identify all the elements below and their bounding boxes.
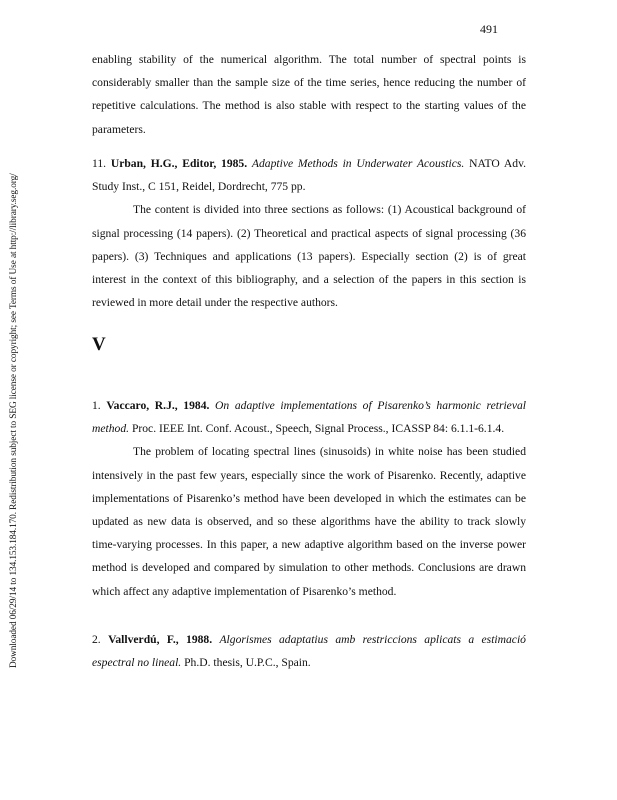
reference-citation: [92, 628, 526, 674]
section-heading: V: [92, 334, 106, 355]
reference-entry-11: [92, 152, 526, 314]
reference-abstract: The problem of locating spectral lines (sinusoids) in white noise has been studied intensively in the past few years, especially since the work of Pisarenko. Recently, adaptive implementations of Pisarenko’s method have been developed in which the estimates can be updated as new data is observed, and so these algorithms have the ability to track slowly time-varying processes. In this paper, a new adaptive algorithm based on the inverse power method is developed and compared by simulation to other methods. Conclusions are drawn which affect any adaptive implementation of Pisarenko’s method.: [92, 445, 526, 598]
reference-number: 11.: [92, 157, 107, 170]
reference-entry-1: [92, 394, 526, 603]
reference-citation: [92, 394, 526, 440]
reference-source: Ph.D. thesis, U.P.C., Spain.: [184, 656, 311, 670]
reference-author: Vallverdú, F., 1988.: [108, 633, 213, 646]
reference-number: 1.: [92, 399, 101, 412]
reference-author: Vaccaro, R.J., 1984.: [106, 399, 210, 412]
reference-citation: [92, 152, 526, 198]
intro-text: enabling stability of the numerical algorithm. The total number of spectral points is considerably smaller than the sample size of the time series, hence reducing the number of repetitive calculations. The method is also stable with respect to the starting values of the parameters.: [92, 53, 526, 136]
reference-source: Proc. IEEE Int. Conf. Acoust., Speech, Signal Process., ICASSP 84: 6.1.1-6.1.4.: [131, 422, 505, 436]
reference-source: NATO Adv. Study Inst., C 151, Reidel, Dordrecht, 775 pp.: [92, 157, 527, 194]
reference-title: Algorismes adaptatius amb restriccions aplicats a estimació espectral no lineal.: [92, 633, 526, 670]
reference-title: Adaptive Methods in Underwater Acoustics.: [251, 157, 465, 170]
download-notice: Downloaded 06/29/14 to 134.153.184.170. Redistribution subject to SEG license or copyright; see Terms of Use at http://library.seg.org/: [9, 173, 19, 668]
reference-entry-2: [92, 628, 526, 674]
page-number: 491: [480, 22, 498, 36]
reference-title: On adaptive implementations of Pisarenko’s harmonic retrieval method.: [92, 399, 526, 436]
reference-abstract: The content is divided into three sections as follows: (1) Acoustical background of signal processing (14 papers). (2) Theoretical and practical aspects of signal processing (36 papers). (3) Techniques and applications (13 papers). Especially section (2) is of great interest in the context of this bibliography, and a selection of the papers in this section is reviewed in more detail under the respective authors.: [92, 203, 526, 310]
reference-number: 2.: [92, 633, 101, 646]
reference-author: Urban, H.G., Editor, 1985.: [110, 157, 248, 170]
intro-paragraph: [92, 48, 526, 141]
